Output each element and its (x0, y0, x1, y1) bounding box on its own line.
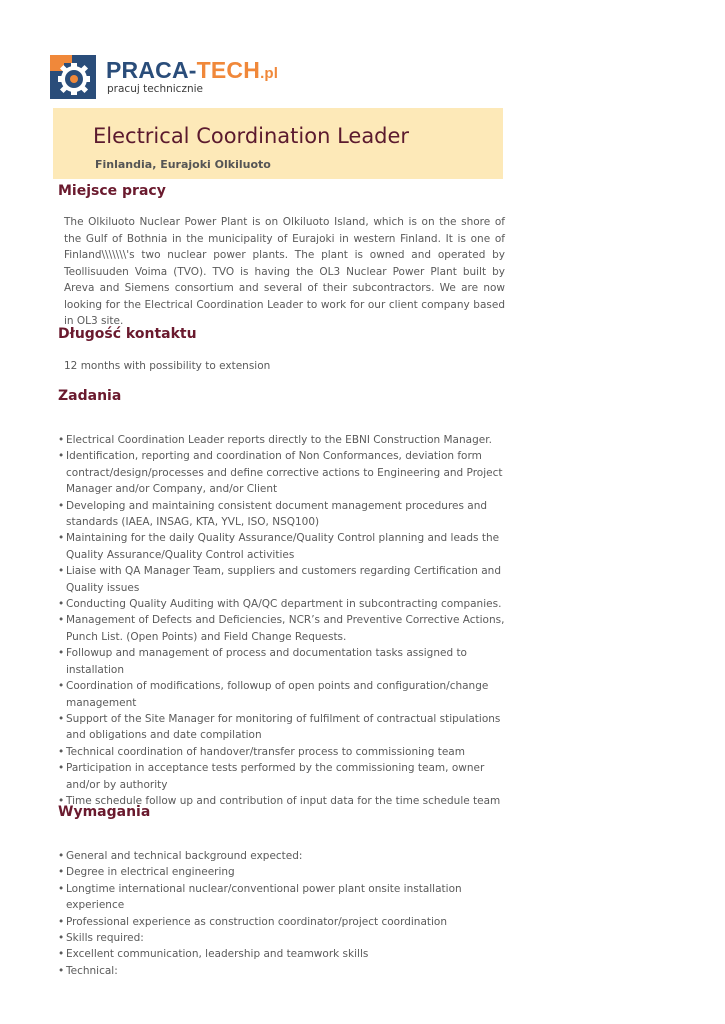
gear-logo-icon (50, 55, 96, 99)
logo-tagline: pracuj technicznie (107, 83, 203, 95)
list-item: • Conducting Quality Auditing with QA/QC department in subcontracting companies. (58, 596, 508, 612)
tasks-list (58, 432, 508, 809)
workplace-text: The Olkiluoto Nuclear Power Plant is on Olkiluoto Island, which is on the shore of the Gulf of Bothnia in the municipality of Eurajoki in western Finland. It is one of Finland\\\\\\\'s two nuclear power plants. The plant is owned and operated by Teollisuuden Voima (TVO). TVO is having the OL3 Nuclear Power Plant built by Areva and Siemens consortium and several of their subcontractors. We are now looking for the Electrical Coordination Leader to work for our client company based in OL3 site. (64, 216, 505, 327)
list-item: • Participation in acceptance tests performed by the commissioning team, owner and/or by authority (58, 760, 508, 793)
list-item: • Followup and management of process and documentation tasks assigned to installation (58, 645, 508, 678)
list-item: • Management of Defects and Deficiencies, NCR’s and Preventive Corrective Actions, Punch List. (Open Points) and Field Change Requests. (58, 612, 508, 645)
duration-heading: Długość kontaktu (58, 326, 197, 342)
list-item: • General and technical background expected: (58, 848, 508, 864)
list-item: • Skills required: (58, 930, 508, 946)
list-item: • Maintaining for the daily Quality Assurance/Quality Control planning and leads the Quality Assurance/Quality Control activities (58, 530, 508, 563)
list-item: • Electrical Coordination Leader reports directly to the EBNI Construction Manager. (58, 432, 508, 448)
workplace-heading: Miejsce pracy (58, 183, 166, 199)
tasks-heading: Zadania (58, 388, 122, 404)
list-item: • Technical coordination of handover/transfer process to commissioning team (58, 744, 508, 760)
logo-word-suffix: .pl (260, 65, 279, 82)
job-header (53, 108, 503, 179)
list-item: • Support of the Site Manager for monitoring of fulfilment of contractual stipulations and obligations and date compilation (58, 711, 508, 744)
job-title: Electrical Coordination Leader (93, 124, 410, 148)
requirements-heading: Wymagania (58, 804, 151, 820)
logo-word-accent: TECH (196, 57, 261, 83)
list-item: • Excellent communication, leadership and teamwork skills (58, 946, 508, 962)
list-item: • Time schedule follow up and contribution of input data for the time schedule team (58, 793, 508, 809)
list-item: • Technical: (58, 963, 508, 979)
logo-word-main: PRACA- (106, 57, 197, 83)
list-item: • Developing and maintaining consistent document management procedures and standards (IAEA, INSAG, KTA, YVL, ISO, NSQ100) (58, 498, 508, 531)
job-location: Finlandia, Eurajoki Olkiluoto (95, 158, 271, 171)
list-item: • Coordination of modifications, followup of open points and configuration/change management (58, 678, 508, 711)
site-logo[interactable] (50, 53, 279, 99)
list-item: • Professional experience as construction coordinator/project coordination (58, 914, 508, 930)
requirements-list (58, 848, 508, 979)
list-item: • Identification, reporting and coordination of Non Conformances, deviation form contract/design/processes and define corrective actions to Engineering and Project Manager and/or Company, and/or Client (58, 448, 508, 497)
list-item: • Liaise with QA Manager Team, suppliers and customers regarding Certification and Quality issues (58, 563, 508, 596)
list-item: • Degree in electrical engineering (58, 864, 508, 880)
duration-text: 12 months with possibility to extension (64, 360, 271, 372)
list-item: • Longtime international nuclear/conventional power plant onsite installation experience (58, 881, 508, 914)
